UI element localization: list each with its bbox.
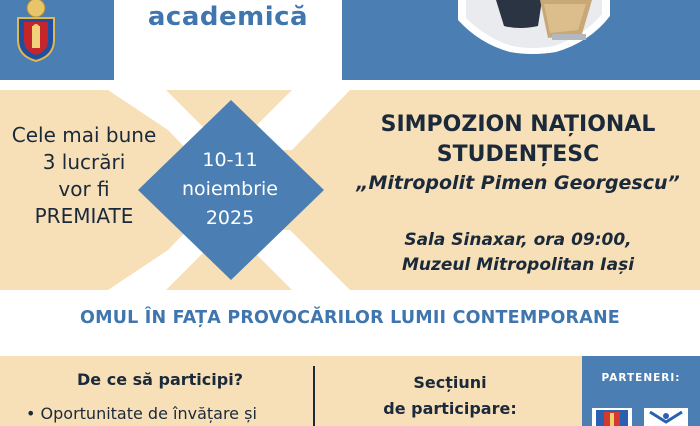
award-note <box>0 122 168 230</box>
award-note-line: PREMIATE <box>34 204 134 228</box>
event-title-line: SIMPOZION NAȚIONAL <box>380 112 656 137</box>
laptop-photo <box>440 0 624 56</box>
crest-logo <box>14 0 58 62</box>
column-divider <box>313 366 315 426</box>
partner-logo-icon <box>592 408 632 426</box>
event-title-line: STUDENȚESC <box>436 142 600 167</box>
sections-title-line: de participare: <box>383 399 517 418</box>
partners-label: PARTENERI: <box>601 372 681 384</box>
award-note-line: vor fi <box>58 177 110 201</box>
header-title: academică <box>147 2 309 32</box>
sections-title-line: Secțiuni <box>413 373 487 392</box>
award-note-line: 3 lucrări <box>42 150 126 174</box>
venue-line: Sala Sinaxar, ora 09:00, <box>404 230 632 250</box>
event-dates <box>160 146 300 233</box>
event-subtitle: „Mitropolit Pimen Georgescu” <box>356 172 680 194</box>
event-month: noiembrie <box>182 178 278 200</box>
award-note-line: Cele mai bune <box>11 123 157 147</box>
sections-title <box>330 370 570 422</box>
symposium-theme: OMUL ÎN FAȚA PROVOCĂRILOR LUMII CONTEMPORANE <box>80 308 620 328</box>
partner-logo-icon <box>644 408 688 426</box>
why-participate-title: De ce să participi? <box>77 370 243 389</box>
event-year: 2025 <box>205 207 255 229</box>
event-days: 10-11 <box>202 149 258 171</box>
bullet-icon: • <box>26 404 41 423</box>
venue-line: Muzeul Mitropolitan Iași <box>401 255 635 275</box>
event-venue <box>336 228 700 278</box>
why-participate-item <box>26 404 296 423</box>
why-item-text: Oportunitate de învățare și <box>40 404 257 423</box>
event-title <box>336 110 700 170</box>
